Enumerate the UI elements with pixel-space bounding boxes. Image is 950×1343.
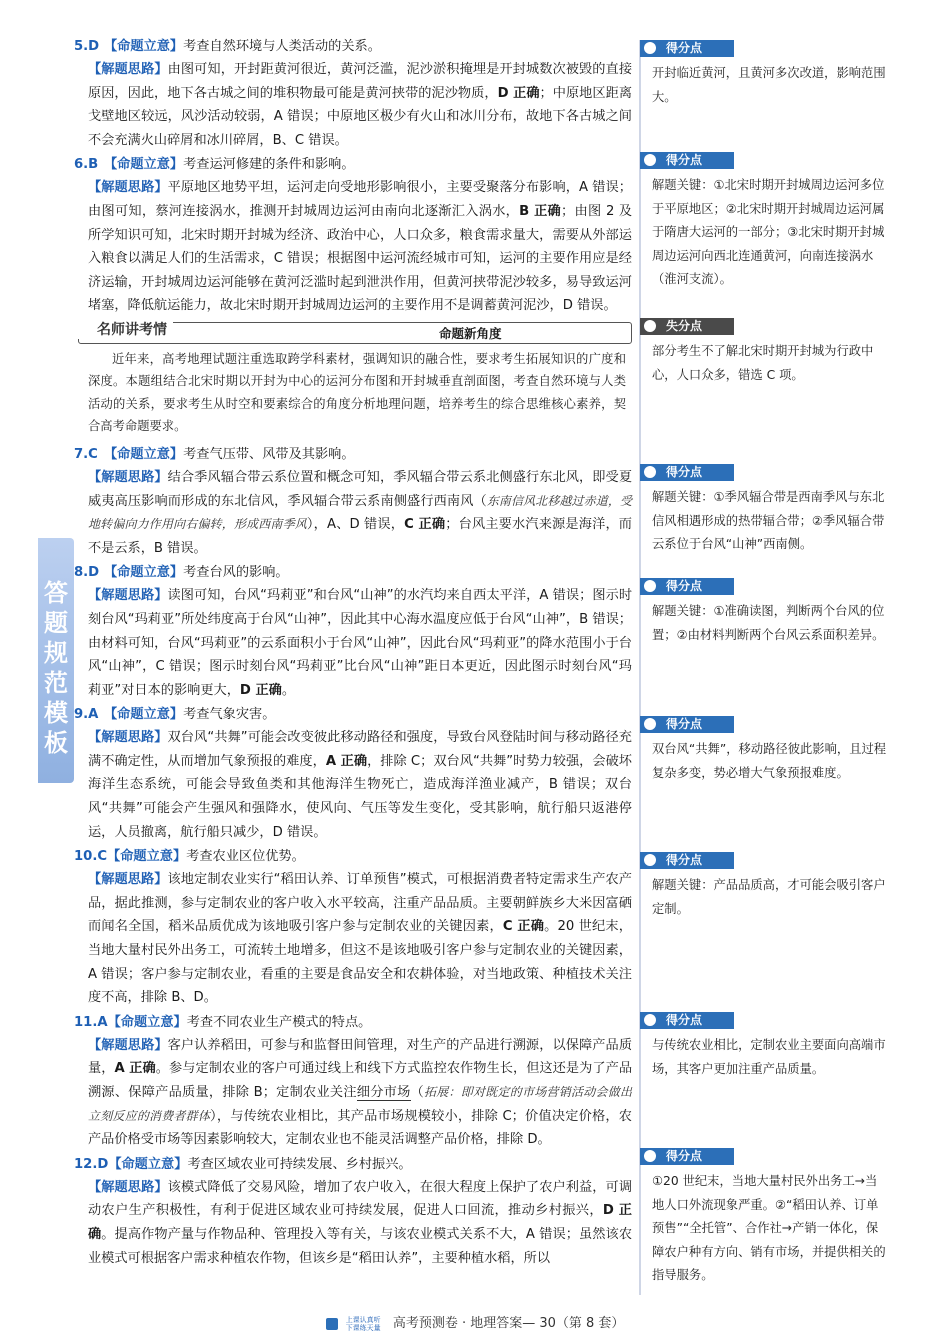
loss-point-badge: 失分点: [640, 318, 734, 335]
side-note-text: 解题关键：①北宋时期开封城周边运河多位于平原地区；②北宋时期开封城周边运河属于隋唐大运河的一部分；③北宋时期开封城周边运河向西北连通黄河，向南连接涡水（淮河支流）。: [652, 178, 885, 286]
handwritten-note: 拓展：即对既定的市场营销活动会做出立刻反应的消费者群体: [88, 1085, 632, 1123]
solution-segment: 该模式降低了交易风险，增加了农户收入，在很大程度上保护了农户利益，可调动农户生产积极性，有利于促进区域农业可持续发展，促进人口回流，推动乡村振兴，: [88, 1179, 632, 1219]
intent-text: 考查自然环境与人类活动的关系。: [183, 39, 381, 54]
question-block: [74, 444, 632, 560]
solution-segment: 双台风“共舞”可能会改变彼此移动路径和强度，导致台风登陆时间与移动路径充满不确定性，从而增加气象预报的难度，: [88, 730, 632, 769]
question-header: [74, 846, 632, 868]
side-note-text: 解题关键：①准确读图，判断两个台风的位置；②由材料判断两个台风云系面积差异。: [652, 604, 885, 642]
solution-segment: 细分市场: [356, 1085, 411, 1100]
side-tab-label: 答题规范模板: [38, 538, 74, 783]
side-note-text: 与传统农业相比，定制农业主要面向高端市场，其客户更加注重产品质量。: [652, 1038, 886, 1076]
side-note-text: 双台风“共舞”，移动路径彼此影响，且过程复杂多变，势必增大气象预报难度。: [652, 742, 887, 780]
solution-tag: 【解题思路】: [88, 1179, 168, 1195]
intent-tag: 【命题立意】: [104, 157, 184, 173]
column-divider: [639, 40, 641, 1295]
solution-segment: 读图可知，台风“玛莉亚”和台风“山神”的水汽均来自西太平洋，A 错误；图示时刻台风“玛莉亚”所处纬度高于台风“山神”，因此其中心海水温度应低于台风“山神”，B 错误；由材料可知，台风“玛莉亚”的云系面积小于台风“山神”，因此台风“玛莉亚”的降水范围小于台风“山神”，C 错误；图示时刻台风“玛莉亚”比台风“山神”距日本更近，因此图示时刻台风“玛莉亚”对日本的影响更大，: [88, 588, 633, 698]
question-block: [74, 704, 632, 844]
solution-text: [74, 58, 632, 152]
teacher-insight-title: 名师讲考情: [77, 319, 173, 339]
question-block: [74, 846, 632, 1010]
teacher-insight-header: [78, 322, 632, 344]
solution-tag: 【解题思路】: [88, 62, 168, 77]
score-point-badge: 得分点: [640, 578, 734, 595]
solution-tag: 【解题思路】: [88, 1037, 168, 1053]
solution-segment: 。: [281, 682, 296, 698]
question-number: 12.D: [74, 1156, 109, 1172]
solution-segment: 平原地区地势平坦，运河走向受地形影响很小，主要受聚落分布影响，A 错误；由图可知，蔡河连接涡水，推测开封城周边运河由南向北逐渐汇入涡水，: [88, 180, 632, 219]
question-number: 10.C: [74, 849, 108, 865]
solution-text: [74, 1176, 632, 1270]
solution-segment: 由图可知，开封距黄河很近，黄河泛滥，泥沙淤积掩埋是开封城数次被毁的直接原因，因此，地下各古城之间的堆积物最可能是黄河挟带的泥沙物质，: [88, 62, 632, 101]
teacher-insight-text: 近年来，高考地理试题注重选取跨学科素材，强调知识的融合性，要求考生拓展知识的广度和深度。本题组结合北宋时期以开封为中心的运河分布图和开封城垂直剖面图，考查自然环境与人类活动的关系，要求考生从时空和要素综合的角度分析地理问题，培养考生的综合思维核心素养，契合高考命题要求。: [88, 351, 626, 434]
solution-segment: 客户认养稻田，可参与和监督田间管理，对生产的产品进行溯源，以保障产品质量，: [88, 1037, 632, 1077]
solution-tag: 【解题思路】: [88, 180, 168, 196]
question-block: [74, 562, 632, 702]
intent-tag: 【命题立意】: [104, 446, 184, 462]
side-note-text: 开封临近黄河，且黄河多次改道，影响范围大。: [652, 66, 886, 104]
solution-text: [74, 726, 632, 844]
solution-segment: ），A、D 错误，: [306, 517, 405, 533]
intent-tag: 【命题立意】: [104, 39, 184, 54]
question-header: [74, 1012, 632, 1034]
score-point-badge: 得分点: [640, 1012, 734, 1029]
score-point-badge: 得分点: [640, 464, 734, 481]
solution-tag: 【解题思路】: [88, 588, 168, 604]
intent-text: 考查农业区位优势。: [186, 849, 305, 865]
intent-text: 考查区域农业可持续发展、乡村振兴。: [187, 1156, 412, 1172]
solution-segment: ；台风主要水汽来源是海洋，而不是云系，B 错误。: [88, 517, 632, 556]
solution-segment: ，排除 C；双台风“共舞”时势力较强，会破坏海洋生态系统，可能会导致鱼类和其他海洋生物死亡，造成海洋渔业减产，B 错误；双台风“共舞”可能会产生强风和强降水，使风向、气压等发生变化，受其影响，航行船只返港停运，人员撤离，航行船只减少，D 错误。: [88, 753, 632, 840]
question-block: [74, 154, 632, 318]
solution-segment: 。20 世纪末，当地大量村民外出务工，可流转土地增多，但这不是该地吸引客户参与定制农业的关键因素，A 错误；客户参与定制农业，看重的主要是食品安全和农耕体验，对当地政策、种植技术关注度不高，排除 B、D。: [88, 919, 632, 1006]
score-point-badge: 得分点: [640, 852, 734, 869]
answer-verdict: A 正确: [114, 1061, 156, 1077]
intent-tag: 【命题立意】: [108, 1156, 188, 1172]
question-header: [74, 1154, 632, 1176]
solution-segment: 结合季风辐合带云系位置和概念可知，季风辐合带云系北侧盛行东北风，即受夏威夷高压影响而形成的东北信风，季风辐合带云系南侧盛行西南风（: [88, 469, 632, 509]
intent-tag: 【命题立意】: [107, 1014, 187, 1030]
solution-segment: 该地定制农业实行“稻田认养、订单预售”模式，可根据消费者特定需求生产农产品，据此推测，参与定制农业的客户收入水平较高，注重产品品质。主要朝鲜族乡大米因富硒而闻名全国，稻米品质优成为该地吸引客户参与定制农业的关键因素，: [88, 872, 632, 935]
solution-segment: （: [410, 1085, 424, 1100]
answer-verdict: D 正确: [88, 1203, 632, 1242]
question-number: 9.A: [74, 707, 99, 723]
question-block: [74, 1012, 632, 1152]
solution-text: [74, 1034, 632, 1152]
question-header: [74, 36, 632, 58]
intent-tag: 【命题立意】: [107, 849, 187, 865]
question-header: [74, 154, 632, 176]
solution-segment: 。参与定制农业的客户可通过线上和线下方式监控农作物生长，但这还是为了产品溯源、保障产品质量，排除 B；定制农业关注: [88, 1061, 633, 1100]
intent-text: 考查气压带、风带及其影响。: [183, 446, 355, 462]
solution-text: [74, 466, 632, 560]
intent-tag: 【命题立意】: [104, 707, 184, 723]
intent-text: 考查运河修建的条件和影响。: [183, 157, 355, 173]
score-point-badge: 得分点: [640, 716, 734, 733]
answer-verdict: D 正确: [497, 85, 540, 101]
solution-segment: 。提高作物产量与作物品种、管理投入等有关，与该农业模式关系不大，A 错误；虽然该农业模式可根据客户需求种植农作物，但该乡是“稻田认养”，主要种植水稻，所以: [88, 1226, 633, 1266]
question-header: [74, 444, 632, 466]
solution-text: [74, 584, 632, 702]
question-number: 5.D: [74, 39, 100, 54]
answer-verdict: D 正确: [239, 682, 282, 698]
solution-tag: 【解题思路】: [88, 872, 168, 888]
brand-slogan: 上课认真听 下课练天量: [345, 1315, 381, 1332]
side-note-text: 解题关键：①季风辐合带是西南季风与东北信风相遇形成的热带辐合带；②季风辐合带云系位于台风“山神”西南侧。: [652, 490, 885, 551]
side-note-text: 部分考生不了解北宋时期开封城为行政中心，人口众多，错选 C 项。: [652, 344, 874, 382]
solution-text: [74, 176, 632, 318]
handwritten-note: 东南信风北移越过赤道，受地转偏向力作用向右偏转，形成西南季风: [88, 493, 632, 532]
answer-verdict: C 正确: [502, 919, 545, 935]
intent-tag: 【命题立意】: [104, 565, 184, 581]
solution-tag: 【解题思路】: [88, 730, 168, 746]
answer-column: [74, 34, 632, 1270]
score-point-badge: 得分点: [640, 40, 734, 57]
question-number: 7.C: [74, 446, 98, 462]
question-header: [74, 704, 632, 726]
teacher-insight-box: [78, 322, 632, 438]
answer-verdict: C 正确: [404, 517, 446, 533]
answer-verdict: A 正确: [325, 753, 368, 769]
question-number: 8.D: [74, 565, 100, 581]
score-point-badge: 得分点: [640, 152, 734, 169]
question-number: 6.B: [74, 157, 99, 173]
answer-verdict: B 正确: [519, 203, 562, 219]
solution-segment: ；中原地区距离戈壁地区较远，风沙活动较弱，A 错误；中原地区极少有火山和冰川分布，故地下各古城之间不会充满火山碎屑和冰川碎屑，B、C 错误。: [88, 85, 633, 148]
intent-text: 考查不同农业生产模式的特点。: [186, 1014, 372, 1030]
side-note-text: 解题关键：产品品质高，才可能会吸引客户定制。: [652, 878, 886, 916]
question-block: [74, 1154, 632, 1270]
page-footer: [0, 1312, 950, 1332]
solution-tag: 【解题思路】: [88, 469, 168, 485]
intent-text: 考查台风的影响。: [183, 565, 289, 581]
intent-text: 考查气象灾害。: [183, 707, 276, 723]
score-point-badge: 得分点: [640, 1148, 734, 1165]
brand-logo-icon: [326, 1318, 338, 1330]
footer-text: 高考预测卷 · 地理答案— 30（第 8 套）: [392, 1316, 625, 1331]
solution-segment: ；由图 2 及所学知识可知，北宋时期开封城为经济、政治中心，人口众多，粮食需求量大，需要从外部运入粮食以满足人们的生活需求，C 错误；根据图中运河流经城市可知，运河的主要作用应是经济运输，开封城周边运河能够在黄河泛滥时起到泄洪作用，但黄河挟带泥沙较多，易导致运河堵塞，降低航运能力，故北宋时期开封城周边运河的主要作用不是调蓄黄河泥沙，D 错误。: [88, 203, 633, 314]
solution-text: [74, 868, 632, 1010]
solution-segment: ），与传统农业相比，其产品市场规模较小，排除 C；价值决定价格，农产品价格受市场等因素影响较大，定制农业也不能灵活调整产品价格，排除 D。: [88, 1108, 632, 1148]
question-number: 11.A: [74, 1014, 108, 1030]
teacher-insight-subtitle: 命题新角度: [439, 325, 502, 341]
side-note-text: ①20 世纪末，当地大量村民外出务工→当地人口外流现象严重。②“稻田认养、订单预售”“全托管”、合作社→产销一体化，保障农户种有方向、销有市场，并提供相关的指导服务。: [652, 1174, 886, 1282]
question-header: [74, 562, 632, 584]
question-block: [74, 36, 632, 152]
